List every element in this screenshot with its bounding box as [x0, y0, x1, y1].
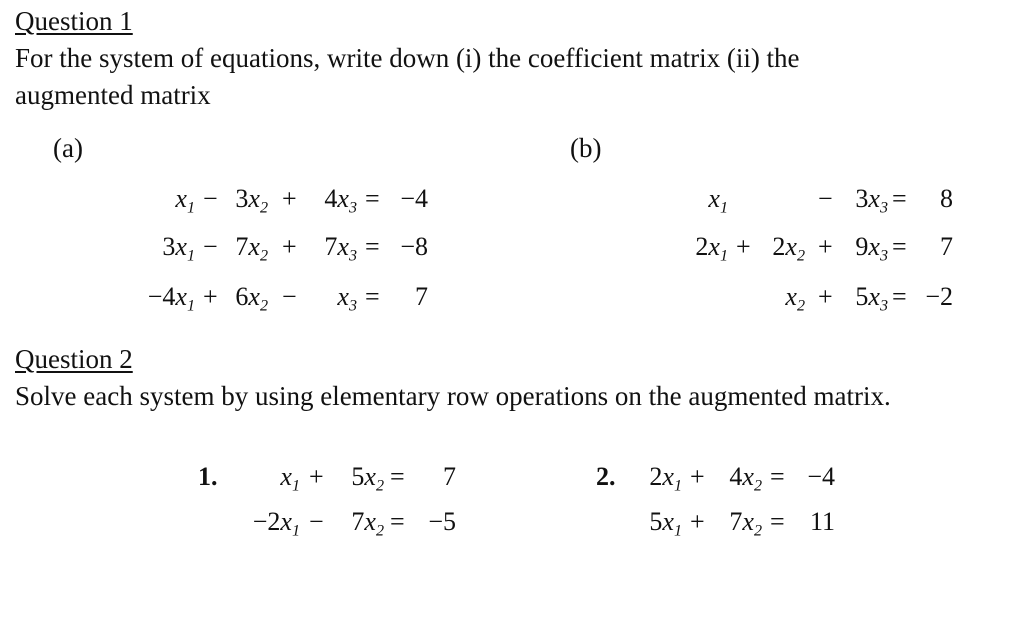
system-a-row1-term3: $4x_3$	[324, 184, 357, 217]
system-a-row2-term1: $3x_1$	[162, 232, 195, 265]
system-a-row1-term2: $3x_2$	[235, 184, 268, 217]
system-b-row2-rhs: 7	[940, 232, 953, 261]
system-2-row2-term1: $5x_1$	[649, 507, 682, 540]
part-a-label: (a)	[53, 133, 83, 163]
system-1-row2-rhs: −5	[428, 507, 456, 536]
system-a-row1-op2: +	[282, 184, 297, 213]
system-2-row1-term2: $4x_2$	[729, 462, 762, 495]
system-b-row3-rhs: −2	[925, 282, 953, 311]
system-a-row1-op1: −	[203, 184, 218, 213]
system-b-row2-term1: $2x_1$	[695, 232, 728, 265]
system-b-row3-equals: =	[892, 282, 907, 311]
system-2-row2-term2: $7x_2$	[729, 507, 762, 540]
system-2-row1-term1: $2x_1$	[649, 462, 682, 495]
system-2-row2-equals: =	[770, 507, 785, 536]
system-b-row1-term1: $x_1$	[708, 184, 728, 217]
system-2-row1-op1: +	[690, 462, 705, 491]
system-b-row1-equals: =	[892, 184, 907, 213]
system-a-row3-term2: $6x_2$	[235, 282, 268, 315]
question-1-instruction-line-1: For the system of equations, write down (i) the coefficient matrix (ii) the	[15, 43, 800, 73]
problem-1-number: 1.	[198, 462, 218, 491]
system-a-row3-rhs: 7	[415, 282, 428, 311]
system-1-row2-term1: $-2x_1$	[252, 507, 300, 540]
system-b-row2-op2: +	[818, 232, 833, 261]
system-a-row3-op2: −	[282, 282, 297, 311]
system-b-row1-rhs: 8	[940, 184, 953, 213]
system-b-row1-op2: −	[818, 184, 833, 213]
system-2-row2-rhs: 11	[809, 507, 835, 536]
system-1-row2-op1: −	[309, 507, 324, 536]
system-a-row2-op1: −	[203, 232, 218, 261]
system-b-row3-term3: $5x_3$	[855, 282, 888, 315]
system-b-row2-equals: =	[892, 232, 907, 261]
system-b-row2-op1: +	[736, 232, 751, 261]
system-a-row2-term3: $7x_3$	[324, 232, 357, 265]
system-1-row1-op1: +	[309, 462, 324, 491]
system-1-row1-term1: $x_1$	[280, 462, 300, 495]
question-2-title: Question 2	[15, 344, 133, 374]
system-b-row3-op2: +	[818, 282, 833, 311]
question-1-instruction-line-2: augmented matrix	[15, 80, 211, 110]
system-1-row2-equals: =	[390, 507, 405, 536]
part-b-label: (b)	[570, 133, 602, 163]
system-a-row1-term1: $x_1$	[175, 184, 195, 217]
system-1-row1-rhs: 7	[443, 462, 456, 491]
system-a-row3-op1: +	[203, 282, 218, 311]
system-a-row1-equals: =	[365, 184, 380, 213]
system-2-row1-rhs: −4	[807, 462, 835, 491]
system-b-row1-term3: $3x_3$	[855, 184, 888, 217]
system-a-row1-rhs: −4	[400, 184, 428, 213]
system-a-row3-term1: $-4x_1$	[147, 282, 195, 315]
problem-2-number: 2.	[596, 462, 616, 491]
system-1-row2-term2: $7x_2$	[351, 507, 384, 540]
system-a-row2-op2: +	[282, 232, 297, 261]
system-2-row2-op1: +	[690, 507, 705, 536]
system-b-row2-term2: $2x_2$	[772, 232, 805, 265]
system-1-row1-term2: $5x_2$	[351, 462, 384, 495]
system-b-row3-term2: $x_2$	[785, 282, 805, 315]
question-2-instruction: Solve each system by using elementary row operations on the augmented matrix.	[15, 381, 891, 411]
system-a-row2-term2: $7x_2$	[235, 232, 268, 265]
system-b-row2-term3: $9x_3$	[855, 232, 888, 265]
question-1-title: Question 1	[15, 6, 133, 36]
system-a-row3-term3: $x_3$	[337, 282, 357, 315]
system-a-row3-equals: =	[365, 282, 380, 311]
system-1-row1-equals: =	[390, 462, 405, 491]
system-a-row2-equals: =	[365, 232, 380, 261]
system-a-row2-rhs: −8	[400, 232, 428, 261]
system-2-row1-equals: =	[770, 462, 785, 491]
